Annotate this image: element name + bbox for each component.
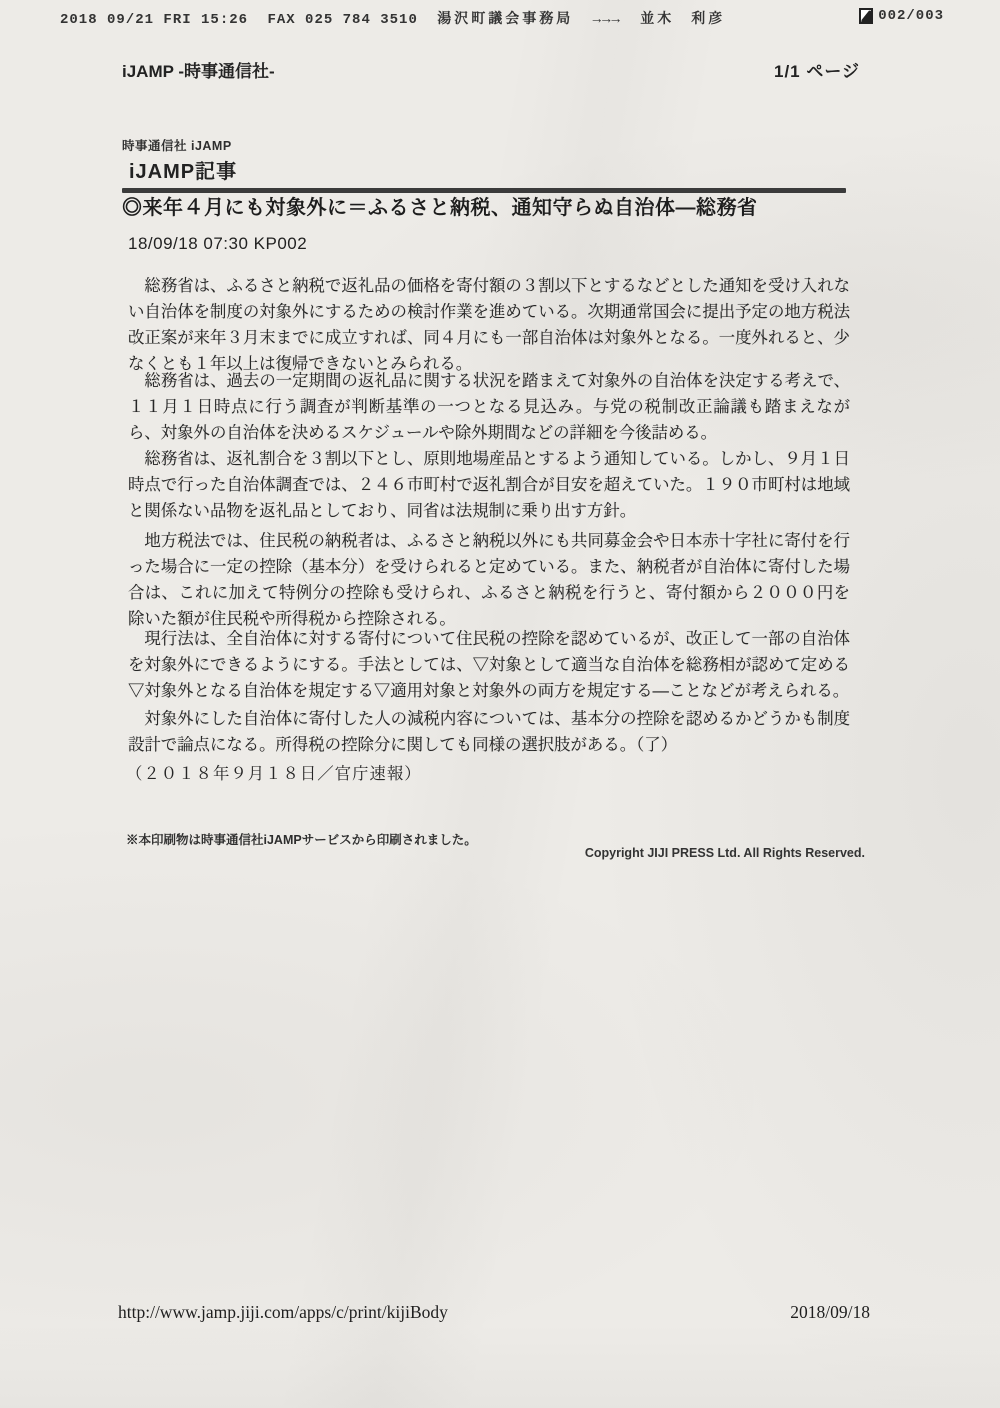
masthead-section-title: iJAMP記事 [129,161,238,183]
fax-page-counter [859,8,944,24]
fax-number: FAX 025 784 3510 [267,12,418,28]
print-header-page: 1/1 ページ [773,62,860,81]
article-paragraph: 総務省は、過去の一定期間の返礼品に関する状況を踏まえて対象外の自治体を決定する考えで、１１月１日時点に行う調査が判断基準の一つとなる見込み。与党の税制改正論議も踏まえながら、対象外の自治体を決めるスケジュールや除外期間などの詳細を今後詰める。 [128,372,850,442]
fax-sender: 湯沢町議会事務局 [437,12,574,28]
article-dateline: 18/09/18 07:30 KP002 [128,234,308,253]
fax-arrow-icon: →→→ [592,12,621,28]
fax-transmission-info [60,8,735,28]
page-footer-date: 2018/09/18 [790,1302,870,1322]
page-footer-url: http://www.jamp.jiji.com/apps/c/print/kijiBody [118,1302,448,1322]
masthead-service-label: 時事通信社 iJAMP [122,139,232,153]
article-source-line: （２０１８年９月１８日／官庁速報） [126,765,422,783]
article-paragraph: 現行法は、全自治体に対する寄付について住民税の控除を認めているが、改正して一部の自治体を対象外にできるようにする。手法としては、▽対象として適当な自治体を総務相が認めて定める▽対象外となる自治体を規定する▽適用対象と対象外の両方を規定する―ことなどが考えられる。 [128,630,850,700]
article-paragraph: 対象外にした自治体に寄付した人の減税内容については、基本分の控除を認めるかどうかも制度設計で論点になる。所得税の控除分に関しても同様の選択肢がある。（了） [128,710,850,754]
fax-datetime: 2018 09/21 FRI 15:26 [60,12,249,28]
article-paragraph: 総務省は、返礼割合を３割以下とし、原則地場産品とするよう通知している。しかし、９月１日時点で行った自治体調査では、２４６市町村で返礼割合が目安を超えていた。１９０市町村は地域と関係ない品物を返礼品としており、同省は法規制に乗り出す方針。 [128,450,850,520]
fax-header [60,8,944,28]
masthead [122,136,846,193]
fax-page-count: 002/003 [878,8,944,24]
print-service-note: ※本印刷物は時事通信社iJAMPサービスから印刷されました。 [126,833,477,847]
article-paragraph: 地方税法では、住民税の納税者は、ふるさと納税以外にも共同募金会や日本赤十字社に寄付を行った場合に一定の控除（基本分）を受けられると定めている。また、納税者が自治体に寄付した場合は、これに加えて特例分の控除も受けられ、ふるさと納税を行うと、寄付額から２０００円を除いた額が住民税や所得税から控除される。 [128,532,850,628]
fax-page-icon [859,8,873,24]
article-paragraph: 総務省は、ふるさと納税で返礼品の価格を寄付額の３割以下とするなどとした通知を受け入れない自治体を制度の対象外にするための検討作業を進めている。次期通常国会に提出予定の地方税法改正案が来年３月末までに成立すれば、同４月にも一部自治体は対象外となる。一度外れると、少なくとも１年以上は復帰できないとみられる。 [128,277,850,373]
print-header [122,57,860,82]
copyright-notice: Copyright JIJI PRESS Ltd. All Rights Reserved. [584,846,865,860]
article-title: ◎来年４月にも対象外に＝ふるさと納税、通知守らぬ自治体―総務省 [122,197,758,219]
print-header-title: iJAMP -時事通信社- [122,62,275,81]
fax-receiver: 並木 利彦 [640,12,726,28]
page-footer [118,1302,870,1323]
